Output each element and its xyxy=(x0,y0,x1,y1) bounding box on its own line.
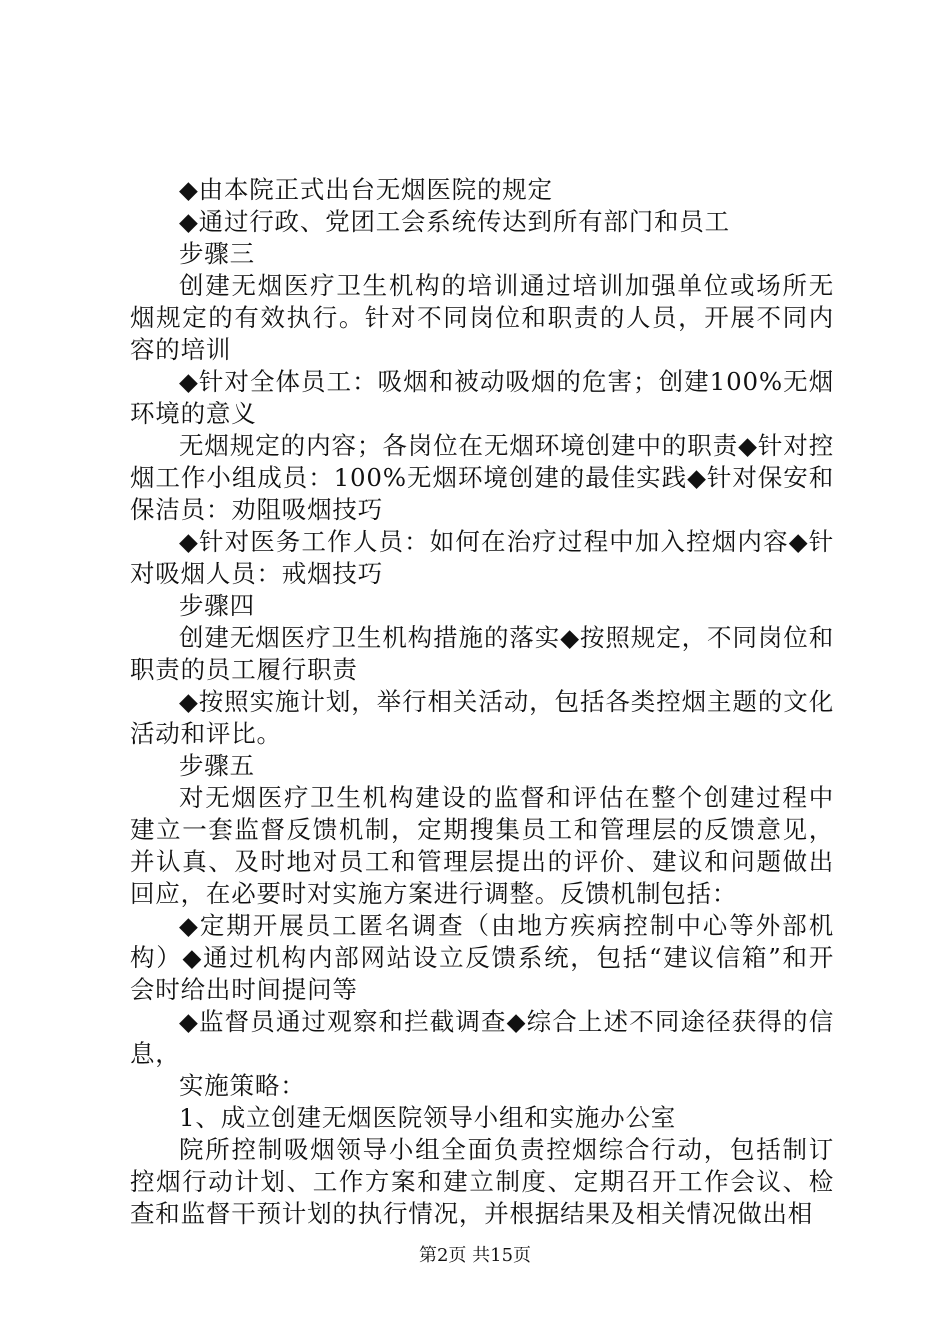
subsection-heading: 1、成立创建无烟医院领导小组和实施办公室 xyxy=(179,1103,677,1132)
paragraph: ◆按照实施计划，举行相关活动，包括各类控烟主题的文化活动和评比。 xyxy=(130,687,834,748)
paragraph: 创建无烟医疗卫生机构的培训通过培训加强单位或场所无烟规定的有效执行。针对不同岗位和职责的人员，开展不同内容的培训 xyxy=(130,271,834,364)
paragraph: 对无烟医疗卫生机构建设的监督和评估在整个创建过程中建立一套监督反馈机制，定期搜集员工和管理层的反馈意见，并认真、及时地对员工和管理层提出的评价、建议和问题做出回应，在必要时对实施方案进行调整。反馈机制包括： xyxy=(130,783,834,908)
paragraph: 无烟规定的内容；各岗位在无烟环境创建中的职责◆针对控烟工作小组成员：100%无烟环境创建的最佳实践◆针对保安和保洁员：劝阻吸烟技巧 xyxy=(130,431,834,524)
paragraph: ◆针对全体员工：吸烟和被动吸烟的危害；创建100%无烟环境的意义 xyxy=(130,367,834,428)
paragraph: ◆由本院正式出台无烟医院的规定 xyxy=(179,175,553,204)
document-body xyxy=(130,174,834,1230)
step-heading: 步骤三 xyxy=(179,239,255,268)
paragraph: ◆通过行政、党团工会系统传达到所有部门和员工 xyxy=(179,207,730,236)
paragraph: ◆针对医务工作人员：如何在治疗过程中加入控烟内容◆针对吸烟人员：戒烟技巧 xyxy=(130,527,834,588)
step-heading: 步骤五 xyxy=(179,751,255,780)
section-heading: 实施策略： xyxy=(179,1071,306,1100)
paragraph: ◆监督员通过观察和拦截调查◆综合上述不同途径获得的信息， xyxy=(130,1007,834,1068)
paragraph: 院所控制吸烟领导小组全面负责控烟综合行动，包括制订控烟行动计划、工作方案和建立制度、定期召开工作会议、检查和监督干预计划的执行情况，并根据结果及相关情况做出相 xyxy=(130,1135,834,1228)
page-number-footer: 第2页 共15页 xyxy=(418,1245,532,1266)
paragraph: ◆定期开展员工匿名调查（由地方疾病控制中心等外部机构）◆通过机构内部网站设立反馈系统，包括“建议信箱”和开会时给出时间提问等 xyxy=(130,911,834,1004)
paragraph: 创建无烟医疗卫生机构措施的落实◆按照规定，不同岗位和职责的员工履行职责 xyxy=(130,623,834,684)
step-heading: 步骤四 xyxy=(179,591,255,620)
